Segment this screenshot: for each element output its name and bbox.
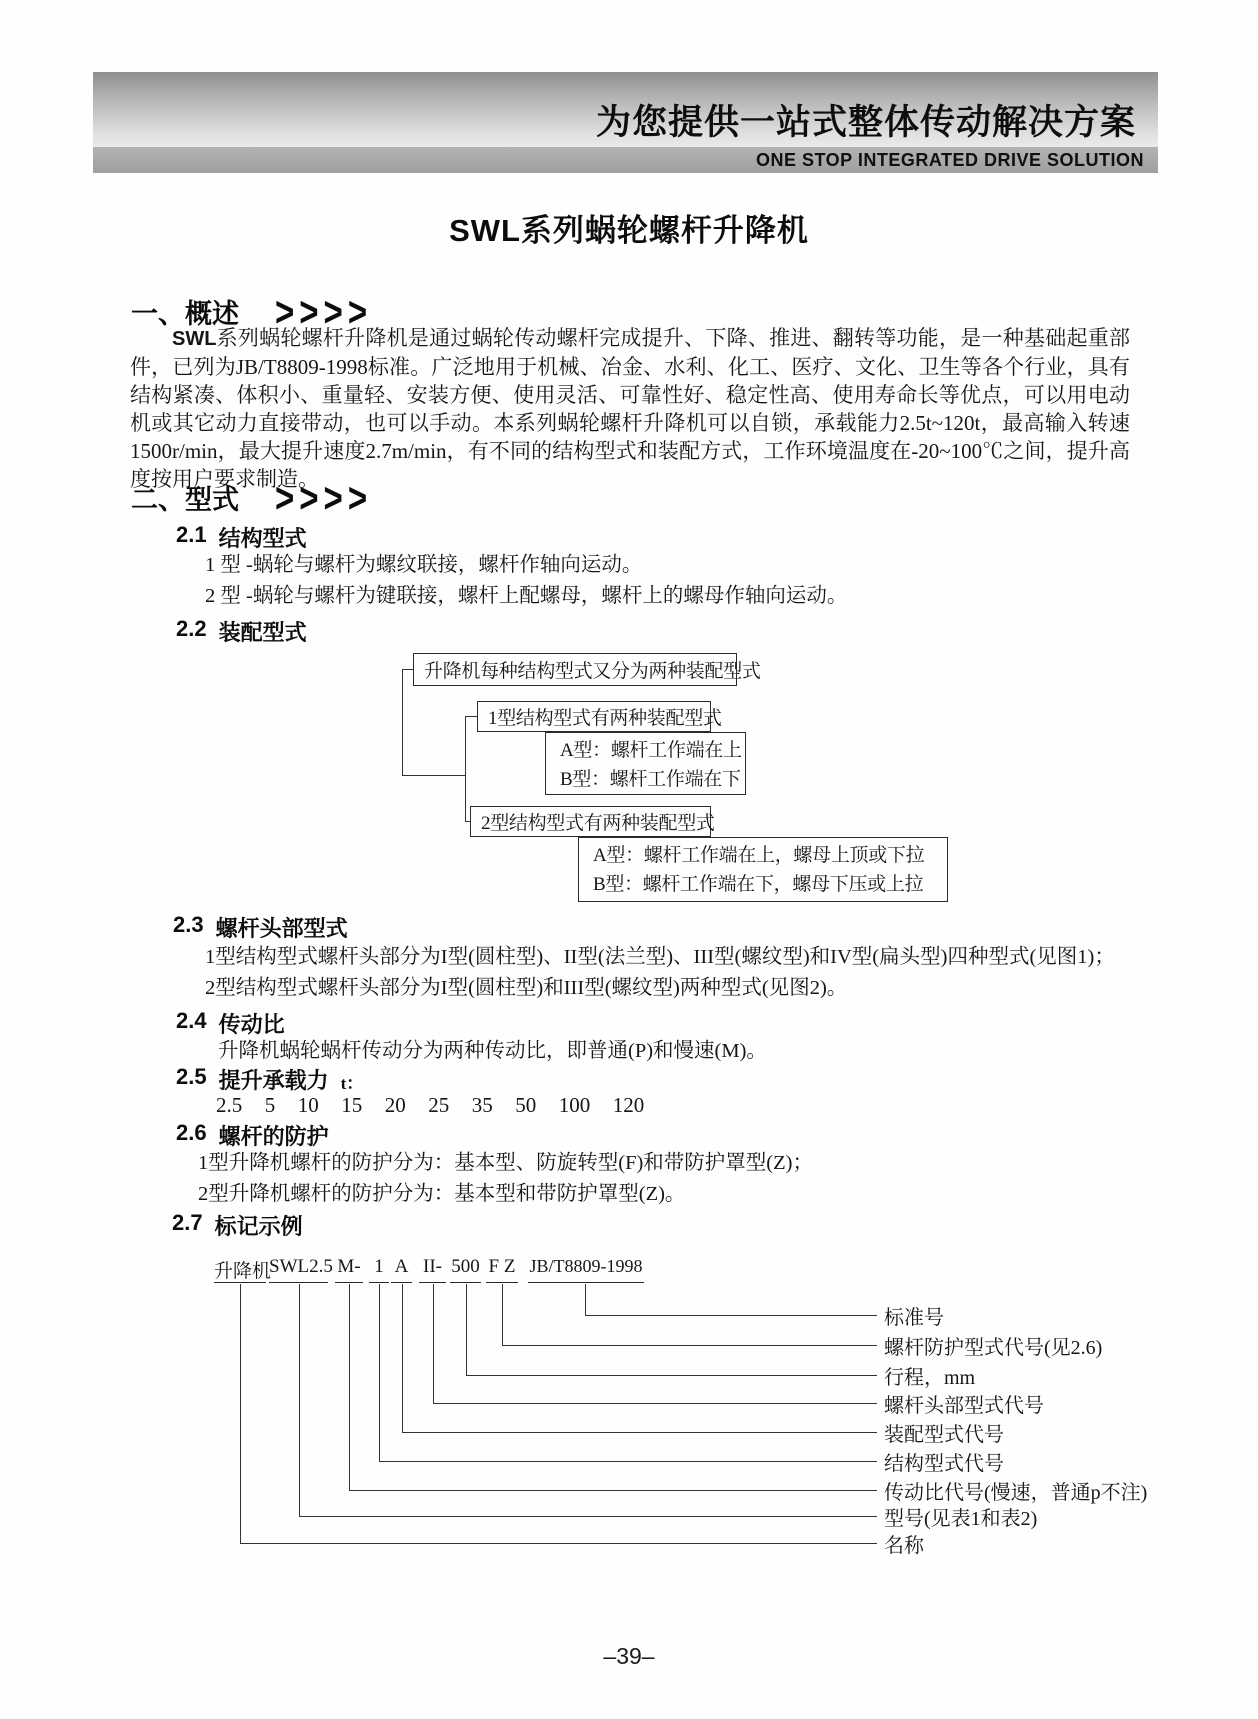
connector-line [402,775,466,776]
subsection-2-3-heading [173,912,348,943]
subsection-number: 2.7 [172,1210,203,1235]
leader-line [502,1284,503,1345]
page-title: SWL系列蜗轮螺杆升降机 [449,213,809,248]
subsection-number: 2.2 [176,616,207,641]
subsection-title: 螺杆的防护 [218,1124,329,1149]
subsection-number: 2.1 [176,522,207,547]
capacity-unit: t： [340,1074,364,1093]
assembly-tree-type1-ab-box [545,732,746,795]
section-2-heading-text: 二、型式 [131,485,239,515]
leader-line [299,1516,877,1517]
assembly-tree-root-box: 升降机每种结构型式又分为两种装配型式 [413,653,737,686]
marking-label: 名称 [884,1535,924,1557]
marking-label: 装配型式代号 [884,1424,1004,1446]
structure-type-2: 2 型 -蜗轮与螺杆为键联接，螺杆上配螺母，螺杆上的螺母作轴向运动。 [205,585,848,607]
leader-line [466,1375,877,1376]
subsection-number: 2.3 [173,912,204,937]
header-banner [93,72,1158,147]
marking-label: 型号(见表1和表2) [884,1508,1038,1530]
subsection-title: 装配型式 [218,620,307,645]
leader-line [379,1461,877,1462]
leader-line [349,1284,350,1490]
banner-headline: 为您提供一站式整体传动解决方案 [595,103,1136,142]
overview-paragraph-body: 系列蜗轮螺杆升降机是通过蜗轮传动螺杆完成提升、下降、推进、翻转等功能，是一种基础起重部件，已列为JB/T8809-1998标准。广泛地用于机械、冶金、水利、化工、医疗、文化、卫生等各个行业，具有结构紧凑、体积小、重量轻、安装方便、使用灵活、可靠性好、稳定性高、使用寿命长等优点，可以用电动机或其它动力直接带动，也可以手动。本系列蜗轮螺杆升降机可以自锁，承载能力2.5t~120t，最高输入转速1500r/min，最大提升速度2.7m/min，有不同的结构型式和装配方式，工作环境温度在-20~100℃之间，提升高度按用户要求制造。 [130,326,1130,491]
type1-a-line: A型：螺杆工作端在上 [560,740,742,761]
leader-line [402,1284,403,1432]
marking-label: 螺杆头部型式代号 [884,1395,1044,1417]
subsection-title: 螺杆头部型式 [215,916,348,941]
connector-line [402,669,403,776]
leader-line [379,1284,380,1461]
screw-head-type-1: 1型结构型式螺杆头部分为I型(圆柱型)、II型(法兰型)、III型(螺纹型)和IV型(扁头型)四种型式(见图1)； [205,946,1115,968]
marking-term: M- [335,1256,363,1283]
subsection-title: 标记示例 [214,1214,303,1239]
subsection-number: 2.4 [176,1008,207,1033]
subsection-title: 传动比 [218,1012,285,1037]
chevron-right-icons: >>>> [275,473,373,520]
marking-term: SWL2.5 [269,1256,328,1283]
subsection-2-4-heading [176,1008,285,1039]
screw-head-type-2: 2型结构型式螺杆头部分为I型(圆柱型)和III型(螺纹型)两种型式(见图2)。 [205,977,848,999]
leader-line [349,1490,877,1491]
subsection-2-2-heading [176,616,307,647]
leader-line [240,1543,877,1544]
section-2-heading [131,473,373,520]
section-1-heading-text: 一、概述 [131,299,239,329]
leader-line [402,1432,877,1433]
header-banner-bar [93,147,1158,173]
subsection-number: 2.6 [176,1120,207,1145]
marking-term: 500 [450,1256,481,1283]
assembly-tree-type2-box: 2型结构型式有两种装配型式 [470,806,711,837]
subsection-2-6-heading [176,1120,329,1151]
subsection-number: 2.5 [176,1064,207,1089]
protection-type-2: 2型升降机螺杆的防护分为：基本型和带防护罩型(Z)。 [198,1183,686,1205]
leader-line [240,1284,241,1543]
leader-line [466,1284,467,1375]
marking-term: 升降机 [214,1256,266,1283]
marking-label: 传动比代号(慢速，普通p不注) [884,1482,1148,1504]
subsection-2-1-heading [176,522,307,553]
leader-line [299,1284,300,1516]
marking-term: 1 [369,1256,389,1283]
leader-line [585,1315,877,1316]
subsection-2-5-heading [176,1064,363,1095]
screw-head-type-lines [205,942,1115,1004]
leader-line [502,1345,877,1346]
connector-line [402,669,413,670]
marking-label: 结构型式代号 [884,1453,1004,1475]
marking-label: 标准号 [884,1307,944,1329]
overview-paragraph [130,324,1130,493]
subsection-2-7-heading [172,1210,303,1241]
assembly-tree-type2-ab-box [578,837,948,902]
page-number: –39– [603,1643,655,1669]
connector-line [465,716,477,717]
banner-subtitle: ONE STOP INTEGRATED DRIVE SOLUTION [755,150,1144,170]
connector-line [465,716,466,822]
marking-term: F Z [486,1256,518,1283]
structure-type-lines [205,550,847,612]
subsection-title: 提升承载力 [218,1068,329,1093]
type1-b-line: B型：螺杆工作端在下 [560,769,741,790]
capacity-values: 2.5 5 10 15 20 25 35 50 100 120 [216,1093,645,1117]
ratio-line: 升降机蜗轮蜗杆传动分为两种传动比，即普通(P)和慢速(M)。 [218,1040,767,1062]
leader-line [433,1403,877,1404]
leader-line [433,1284,434,1403]
leader-line [585,1284,586,1315]
screw-protection-lines [198,1148,813,1210]
type2-a-line: A型：螺杆工作端在上，螺母上顶或下拉 [593,845,925,866]
protection-type-1: 1型升降机螺杆的防护分为：基本型、防旋转型(F)和带防护罩型(Z)； [198,1152,813,1174]
marking-label: 螺杆防护型式代号(见2.6) [884,1337,1103,1359]
type2-b-line: B型：螺杆工作端在下，螺母下压或上拉 [593,874,924,895]
overview-paragraph-lead: SWL [172,328,217,350]
marking-label: 行程，mm [884,1367,976,1389]
marking-term: JB/T8809-1998 [528,1256,644,1283]
connector-line [465,821,471,822]
chevron-right-icons: >>>> [275,287,373,334]
subsection-title: 结构型式 [218,526,307,551]
assembly-tree-type1-box: 1型结构型式有两种装配型式 [477,701,711,732]
structure-type-1: 1 型 -蜗轮与螺杆为螺纹联接，螺杆作轴向运动。 [205,554,643,576]
marking-term: II- [419,1256,446,1283]
marking-term: A [391,1256,412,1283]
